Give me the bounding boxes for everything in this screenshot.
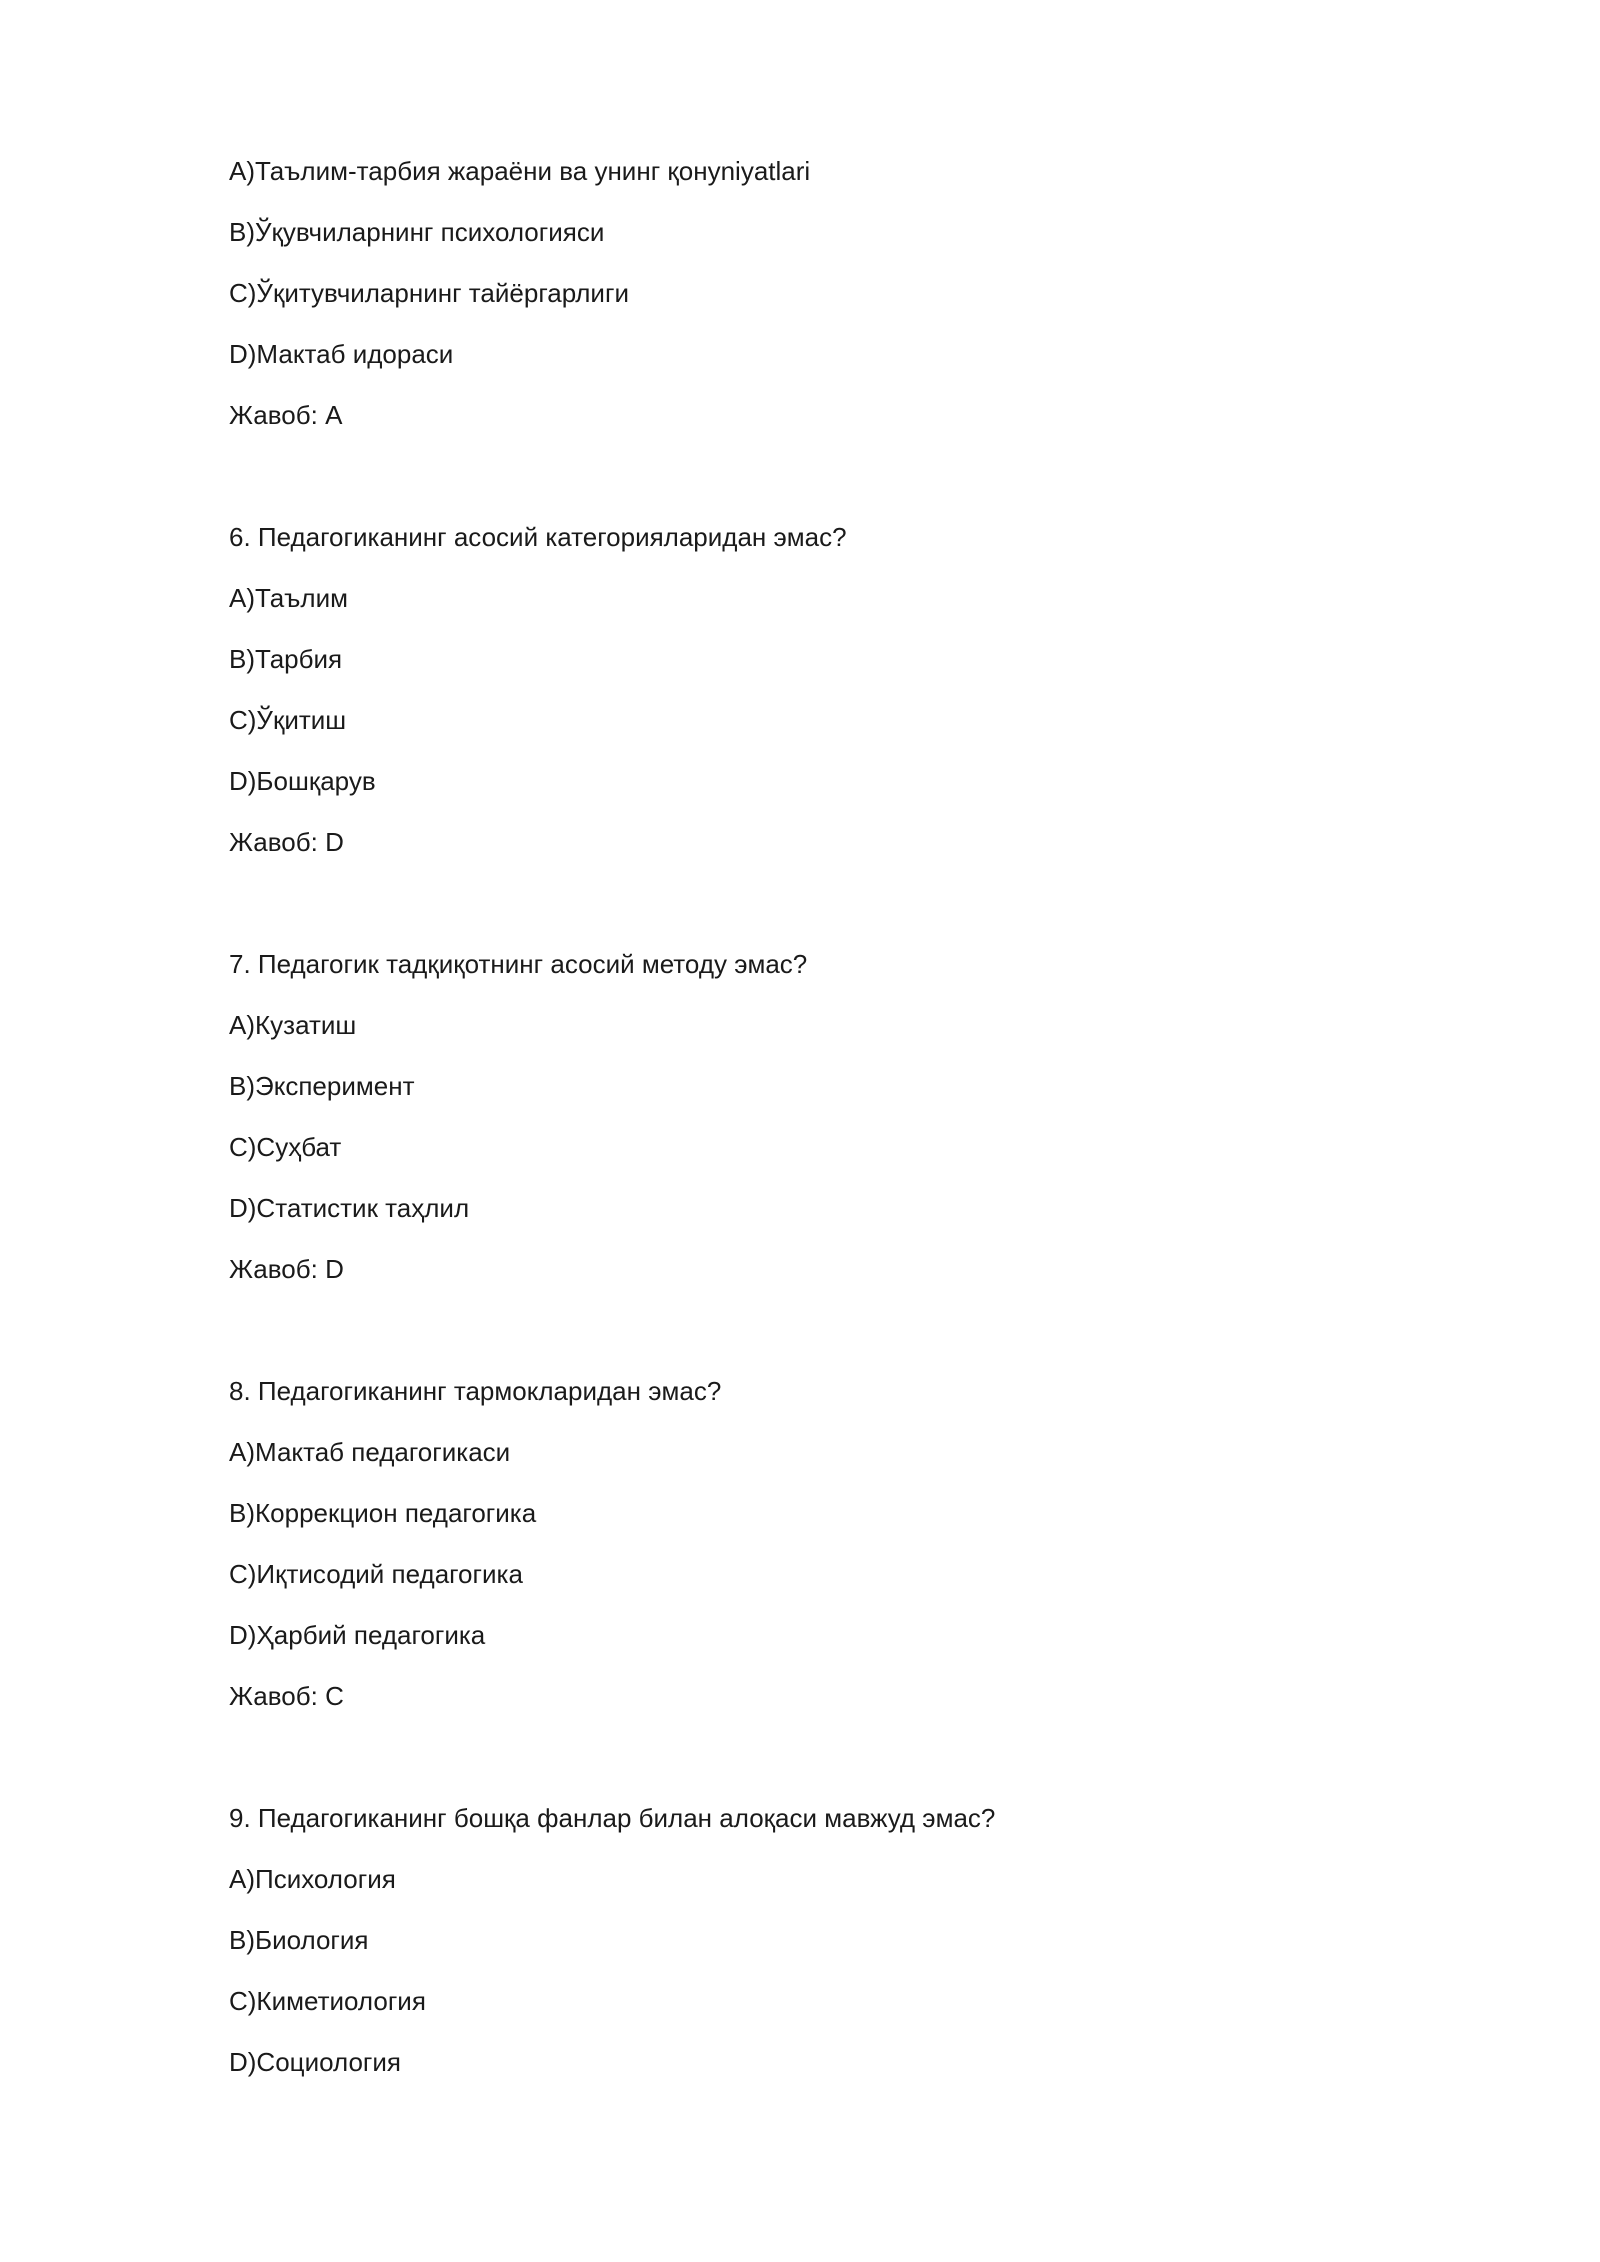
answer-option-c: C)Иқтисодий педагогика [229,1559,523,1589]
answer-option-c: C)Киметиология [229,1986,426,2016]
question-text: 6. Педагогиканинг асосий категорияларидан эмас? [229,522,847,552]
correct-answer: Жавоб: A [229,400,343,430]
correct-answer: Жавоб: C [229,1681,344,1711]
answer-option-a: A)Таълим-тарбия жараёни ва унинг қонуniyatlari [229,156,811,186]
question-block-6 [229,516,1429,882]
answer-option-a: A)Мактаб педагогикаси [229,1437,511,1467]
answer-option-a: A)Кузатиш [229,1010,357,1040]
answer-option-b: B)Коррекцион педагогика [229,1498,537,1528]
question-block-5 [229,150,1429,455]
question-text: 8. Педагогиканинг тармокларидан эмас? [229,1376,722,1406]
answer-option-d: D)Статистик таҳлил [229,1193,470,1223]
correct-answer: Жавоб: D [229,1254,344,1284]
answer-option-a: A)Таълим [229,583,348,613]
answer-option-b: B)Тарбия [229,644,343,674]
correct-answer: Жавоб: D [229,827,344,857]
document-content [229,150,1429,2163]
answer-option-b: B)Биология [229,1925,369,1955]
answer-option-c: C)Ўқитувчиларнинг тайёргарлиги [229,278,629,308]
answer-option-b: B)Ўқувчиларнинг психологияси [229,217,605,247]
answer-option-d: D)Бошқарув [229,766,376,796]
answer-option-a: A)Психология [229,1864,396,1894]
answer-option-c: C)Ўқитиш [229,705,347,735]
question-text: 7. Педагогик тадқиқотнинг асосий методу эмас? [229,949,808,979]
answer-option-d: D)Мактаб идораси [229,339,454,369]
question-block-7 [229,943,1429,1309]
answer-option-c: C)Суҳбат [229,1132,342,1162]
question-block-9 [229,1797,1429,2102]
question-block-8 [229,1370,1429,1736]
question-text: 9. Педагогиканинг бошқа фанлар билан алоқаси мавжуд эмас? [229,1803,996,1833]
answer-option-d: D)Социология [229,2047,401,2077]
answer-option-b: B)Эксперимент [229,1071,415,1101]
answer-option-d: D)Ҳарбий педагогика [229,1620,486,1650]
